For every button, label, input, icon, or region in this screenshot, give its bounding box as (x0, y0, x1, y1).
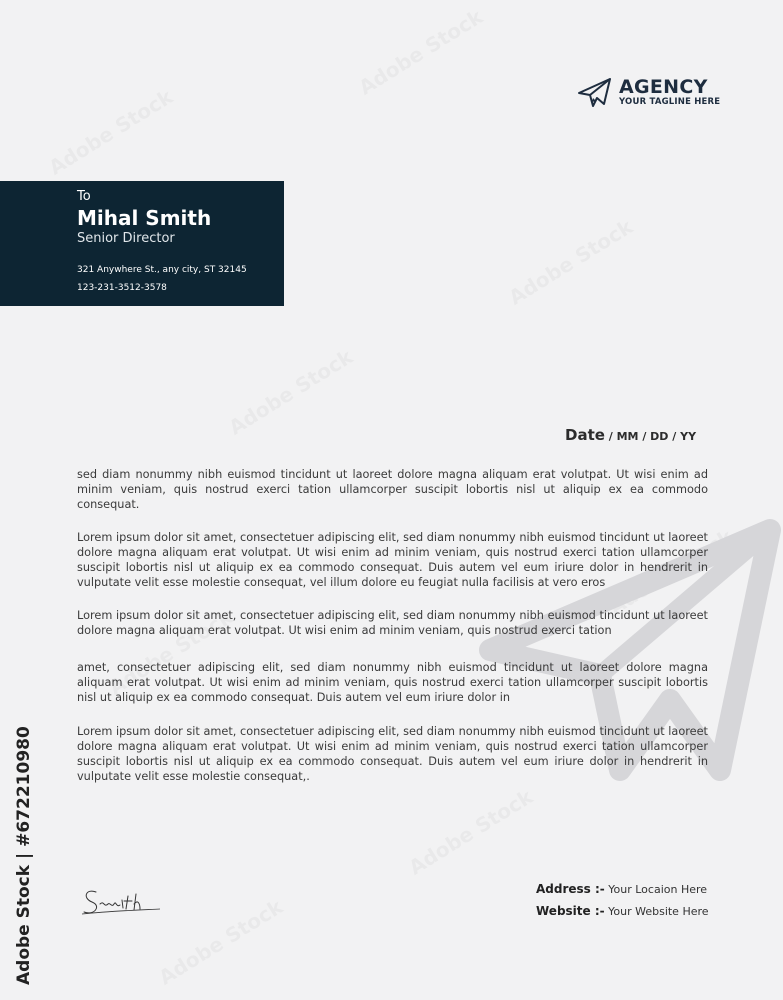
recipient-box (0, 181, 284, 306)
paragraph-text: Lorem ipsum dolor sit amet, consectetuer adipiscing elit, sed diam nonummy nibh euismod tincidunt ut laoreet dolore magna aliquam erat volutpat. Ut wisi enim ad minim veniam, quis nostrud exerci tation ullamcorper suscipit lobortis nisl ut aliquip ex ea commodo consequat. Duis autem vel eum iriure dolor in hendrerit in vulputate velit esse molestie consequat, vel illum dolore eu feugiat nulla facilisis at vero eros (77, 531, 708, 589)
contact-address (536, 882, 707, 896)
logo-tagline: YOUR TAGLINE HERE (619, 97, 721, 107)
address-label: Address :- (536, 882, 605, 896)
signature (80, 884, 162, 920)
recipient-title: Senior Director (77, 231, 175, 246)
recipient-name: Mihal Smith (77, 206, 212, 230)
stock-watermark (224, 344, 357, 439)
to-label: To (77, 189, 91, 204)
website-label: Website :- (536, 904, 605, 918)
address-value: Your Locaion Here (608, 883, 708, 896)
stock-credit: Adobe Stock | #672210980 (14, 726, 34, 985)
stock-watermark (354, 4, 487, 99)
agency-logo (577, 76, 720, 108)
date-line (565, 426, 696, 444)
body-paragraph (77, 467, 708, 512)
contact-website (536, 904, 709, 918)
logo-name: AGENCY (619, 76, 708, 98)
paragraph-text: amet, consectetuer adipiscing elit, sed diam nonummy nibh euismod tincidunt ut laoreet dolore magna aliquam erat volutpat. Ut wisi enim ad minim veniam, quis nostrud exerci tation ullamcorper suscipit lobortis nisl ut aliquip ex ea commodo consequat. Duis autem vel eum iriure dolor in (77, 661, 708, 704)
stock-watermark (44, 84, 177, 179)
body-paragraph (77, 530, 708, 590)
paper-plane-logo-icon (577, 76, 613, 108)
body-paragraph (77, 660, 708, 705)
paragraph-text: sed diam nonummy nibh euismod tincidunt ut laoreet dolore magna aliquam erat volutpat. Ut wisi enim ad minim veniam, quis nostrud exerci tation ullamcorper suscipit lobortis nisl ut aliquip ex ea commodo consequat. (77, 468, 708, 511)
website-value: Your Website Here (608, 905, 709, 918)
body-paragraph (77, 724, 708, 784)
paragraph-text: Lorem ipsum dolor sit amet, consectetuer adipiscing elit, sed diam nonummy nibh euismod tincidunt ut laoreet dolore magna aliquam erat volutpat. Ut wisi enim ad minim veniam, quis nostrud exerci tation (77, 609, 708, 637)
paragraph-text: Lorem ipsum dolor sit amet, consectetuer adipiscing elit, sed diam nonummy nibh euismod tincidunt ut laoreet dolore magna aliquam erat volutpat. Ut wisi enim ad minim veniam, quis nostrud exerci tation ullamcorper suscipit lobortis nisl ut aliquip ex ea commodo consequat. Duis autem vel eum iriure dolor in hendrerit in vulputate velit esse molestie consequat,. (77, 725, 708, 783)
date-label: Date (565, 426, 605, 444)
recipient-address: 321 Anywhere St., any city, ST 32145 (77, 265, 247, 275)
date-format: / MM / DD / YY (604, 430, 697, 443)
stock-watermark (154, 894, 287, 989)
stock-watermark (504, 214, 637, 309)
body-paragraph (77, 608, 708, 638)
recipient-phone: 123-231-3512-3578 (77, 283, 167, 293)
